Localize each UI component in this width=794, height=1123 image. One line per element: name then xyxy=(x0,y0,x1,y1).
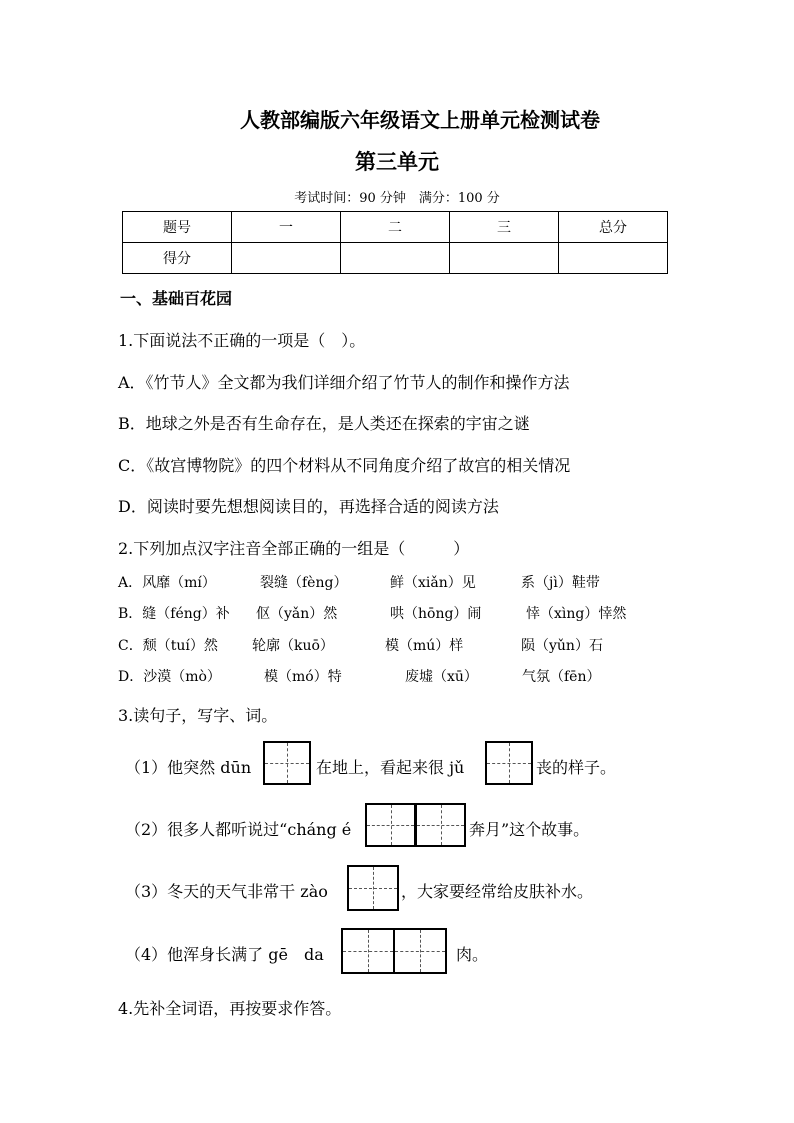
fill-line-4 xyxy=(125,928,525,976)
pinyin-item: 轮廓（kuō） xyxy=(252,638,334,654)
writing-grid-box[interactable] xyxy=(415,803,466,847)
pinyin-item: 裂缝（fèng） xyxy=(260,575,348,591)
score-table-header-cell: 总分 xyxy=(559,212,668,243)
pinyin-item: 鲜（xiǎn）见 xyxy=(390,575,476,591)
question-1-option-d: D．阅读时要先想想阅读目的，再选择合适的阅读方法 xyxy=(118,497,499,516)
score-table-header-cell: 二 xyxy=(341,212,450,243)
sentence-text: 奔月”这个故事。 xyxy=(469,820,590,839)
fill-line-2 xyxy=(125,803,625,851)
sentence-text: 丧的样子。 xyxy=(536,758,617,777)
score-table-score-row xyxy=(123,243,668,274)
score-table-header-cell: 三 xyxy=(450,212,559,243)
pinyin-item: A．风靡（mí） xyxy=(118,575,216,591)
fill-line-1 xyxy=(125,741,645,789)
score-cell[interactable] xyxy=(450,243,559,274)
question-2-stem: 2.下列加点汉字注音全部正确的一组是（ ） xyxy=(118,539,470,558)
score-table-header-row xyxy=(123,212,668,243)
writing-grid-box[interactable] xyxy=(393,928,447,974)
pinyin-item: C．颓（tuí）然 xyxy=(118,638,218,654)
question-1-stem: 1.下面说法不正确的一项是（ ）。 xyxy=(118,331,366,350)
question-1-option-c: C．《故宫博物院》的四个材料从不同角度介绍了故宫的相关情况 xyxy=(118,456,571,475)
question-1-option-b: B．地球之外是否有生命存在，是人类还在探索的宇宙之谜 xyxy=(118,414,530,433)
sentence-text: 肉。 xyxy=(456,945,489,964)
sentence-text: （3）冬天的天气非常干 zào xyxy=(125,882,328,901)
score-table-header-cell: 题号 xyxy=(123,212,232,243)
sentence-text: ，大家要经常给皮肤补水。 xyxy=(401,882,594,901)
pinyin-item: 模（mú）样 xyxy=(385,638,464,654)
writing-grid-box[interactable] xyxy=(347,865,399,911)
question-3-stem: 3.读句子，写字、词。 xyxy=(118,706,278,725)
sentence-text: （4）他浑身长满了 gē da xyxy=(125,945,324,964)
unit-title: 第三单元 xyxy=(355,149,439,174)
score-cell[interactable] xyxy=(232,243,341,274)
score-table-header-cell: 一 xyxy=(232,212,341,243)
sentence-text: （2）很多人都听说过“cháng é xyxy=(125,820,352,839)
sentence-text: （1）他突然 dūn xyxy=(125,758,252,777)
writing-grid-box[interactable] xyxy=(263,741,311,785)
exam-title: 人教部编版六年级语文上册单元检测试卷 xyxy=(240,108,600,132)
fill-line-3 xyxy=(125,865,665,913)
sentence-text: 在地上，看起来很 jǔ xyxy=(316,758,465,777)
pinyin-item: 气氛（fēn） xyxy=(522,669,601,685)
pinyin-item: B．缝（féng）补 xyxy=(118,606,230,622)
pinyin-item: 废墟（xū） xyxy=(405,669,478,685)
section-heading: 一、基础百花园 xyxy=(120,289,233,308)
writing-grid-box[interactable] xyxy=(485,741,533,785)
score-cell[interactable] xyxy=(341,243,450,274)
pinyin-item: 悻（xìng）悻然 xyxy=(526,606,627,622)
score-table xyxy=(122,211,668,274)
score-cell[interactable] xyxy=(559,243,668,274)
question-4-stem: 4.先补全词语，再按要求作答。 xyxy=(118,999,342,1018)
writing-grid-box[interactable] xyxy=(365,803,416,847)
pinyin-item: D．沙漠（mò） xyxy=(118,669,221,685)
pinyin-item: 伛（yǎn）然 xyxy=(256,606,338,622)
writing-grid-box[interactable] xyxy=(341,928,395,974)
pinyin-item: 模（mó）特 xyxy=(264,669,342,685)
score-row-label: 得分 xyxy=(123,243,232,274)
question-1-option-a: A．《竹节人》全文都为我们详细介绍了竹节人的制作和操作方法 xyxy=(118,373,570,392)
pinyin-item: 陨（yǔn）石 xyxy=(521,638,603,654)
exam-meta: 考试时间：90 分钟 满分：100 分 xyxy=(294,191,500,206)
pinyin-item: 系（jì）鞋带 xyxy=(521,575,600,591)
pinyin-item: 哄（hōng）闹 xyxy=(390,606,482,622)
